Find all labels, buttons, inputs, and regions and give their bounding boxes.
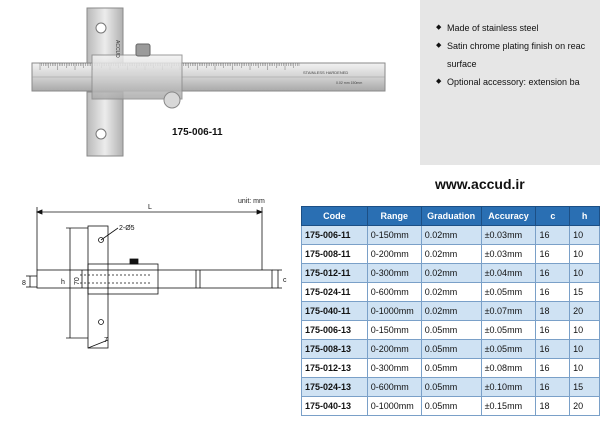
table-row [302, 359, 600, 378]
table-cell: 16 [536, 226, 570, 245]
table-cell: 175-012-13 [302, 359, 368, 378]
table-row [302, 397, 600, 416]
table-cell: 16 [536, 283, 570, 302]
lock-screw-icon [136, 44, 150, 56]
scale-inscription-2: 0.02 mm 150mm [336, 81, 363, 85]
table-cell: 20 [570, 302, 600, 321]
gauge-foot [87, 92, 123, 156]
table-cell: ±0.08mm [481, 359, 536, 378]
table-cell: 18 [536, 397, 570, 416]
hole-icon [96, 129, 106, 139]
table-cell: 0-600mm [367, 283, 421, 302]
table-row [302, 264, 600, 283]
table-cell: ±0.10mm [481, 378, 536, 397]
table-cell: 10 [570, 264, 600, 283]
table-cell: 175-006-11 [302, 226, 368, 245]
table-cell: 0.02mm [421, 226, 481, 245]
table-cell: 0.05mm [421, 359, 481, 378]
table-cell: 0-300mm [367, 264, 421, 283]
table-cell: 0.05mm [421, 378, 481, 397]
table-cell: 10 [570, 245, 600, 264]
table-cell: 16 [536, 321, 570, 340]
dim-L-label: L [148, 204, 152, 211]
table-cell: ±0.04mm [481, 264, 536, 283]
table-cell: 16 [536, 340, 570, 359]
table-cell: ±0.03mm [481, 226, 536, 245]
table-cell: 175-012-11 [302, 264, 368, 283]
dim-8-label: 8 [22, 280, 26, 287]
table-cell: 0-200mm [367, 245, 421, 264]
table-cell: 10 [570, 226, 600, 245]
table-row [302, 283, 600, 302]
table-cell: 0.02mm [421, 245, 481, 264]
scale-inscription: STAINLESS HARDENED [303, 70, 349, 75]
feature-item: ◆ Made of stainless steel [436, 19, 600, 37]
feature-item: ◆ Satin chrome plating finish on reac [436, 37, 600, 55]
feature-item: ◆ Optional accessory: extension ba [436, 73, 600, 91]
feature-item-continuation: surface [447, 59, 477, 69]
header-h: h [570, 207, 600, 226]
table-cell: ±0.03mm [481, 245, 536, 264]
table-cell: 175-040-13 [302, 397, 368, 416]
table-cell: 0-1000mm [367, 302, 421, 321]
table-cell: ±0.15mm [481, 397, 536, 416]
hole-icon [99, 320, 104, 325]
table-cell: 0-600mm [367, 378, 421, 397]
table-cell: 16 [536, 264, 570, 283]
dim-hole-label: 2-Ø5 [119, 225, 135, 232]
unit-label: unit: mm [238, 198, 265, 205]
table-cell: ±0.07mm [481, 302, 536, 321]
brand-mark: ACCUD [114, 40, 120, 58]
table-cell: 0.02mm [421, 283, 481, 302]
product-photo [0, 0, 420, 165]
dim-70-label: 70 [74, 277, 81, 285]
header-c: c [536, 207, 570, 226]
table-row [302, 340, 600, 359]
technical-drawing [0, 190, 300, 434]
bullet-icon: ◆ [436, 78, 442, 85]
table-cell: 0.05mm [421, 340, 481, 359]
table-cell: 0-1000mm [367, 397, 421, 416]
table-cell: 16 [536, 245, 570, 264]
table-cell: 175-040-11 [302, 302, 368, 321]
table-cell: 16 [536, 378, 570, 397]
table-cell: 10 [570, 321, 600, 340]
table-cell: 16 [536, 359, 570, 378]
header-accuracy: Accuracy [481, 207, 536, 226]
dim-h-label: h [61, 279, 65, 286]
fine-adjust-knob-icon [164, 92, 180, 108]
table-cell: 10 [570, 340, 600, 359]
header-range: Range [367, 207, 421, 226]
bullet-icon: ◆ [436, 24, 442, 31]
table-cell: 20 [570, 397, 600, 416]
table-cell: 0-150mm [367, 226, 421, 245]
header-graduation: Graduation [421, 207, 481, 226]
table-header-row [302, 207, 600, 226]
table-row [302, 378, 600, 397]
table-cell: ±0.05mm [481, 283, 536, 302]
table-cell: 0.05mm [421, 321, 481, 340]
header-code: Code [302, 207, 368, 226]
table-cell: 18 [536, 302, 570, 321]
table-cell: 0.05mm [421, 397, 481, 416]
table-cell: 175-024-13 [302, 378, 368, 397]
table-cell: 0-200mm [367, 340, 421, 359]
table-cell: 10 [570, 359, 600, 378]
table-cell: 15 [570, 378, 600, 397]
features-panel [420, 0, 600, 165]
bullet-icon: ◆ [436, 42, 442, 49]
table-row [302, 321, 600, 340]
table-cell: 175-024-11 [302, 283, 368, 302]
table-cell: 175-008-13 [302, 340, 368, 359]
table-cell: 175-008-11 [302, 245, 368, 264]
spec-table [301, 206, 600, 416]
product-code-label: 175-006-11 [172, 127, 223, 138]
table-cell: 0.02mm [421, 264, 481, 283]
table-cell: 15 [570, 283, 600, 302]
table-cell: ±0.05mm [481, 321, 536, 340]
dim-c-label: c [283, 277, 287, 284]
table-cell: 175-006-13 [302, 321, 368, 340]
table-row [302, 226, 600, 245]
table-cell: 0.02mm [421, 302, 481, 321]
website-link[interactable]: www.accud.ir [435, 176, 525, 192]
table-cell: 0-300mm [367, 359, 421, 378]
table-cell: 0-150mm [367, 321, 421, 340]
hole-icon [96, 23, 106, 33]
table-cell: ±0.05mm [481, 340, 536, 359]
table-row [302, 302, 600, 321]
dim-7-label: 7 [104, 337, 108, 344]
table-row [302, 245, 600, 264]
